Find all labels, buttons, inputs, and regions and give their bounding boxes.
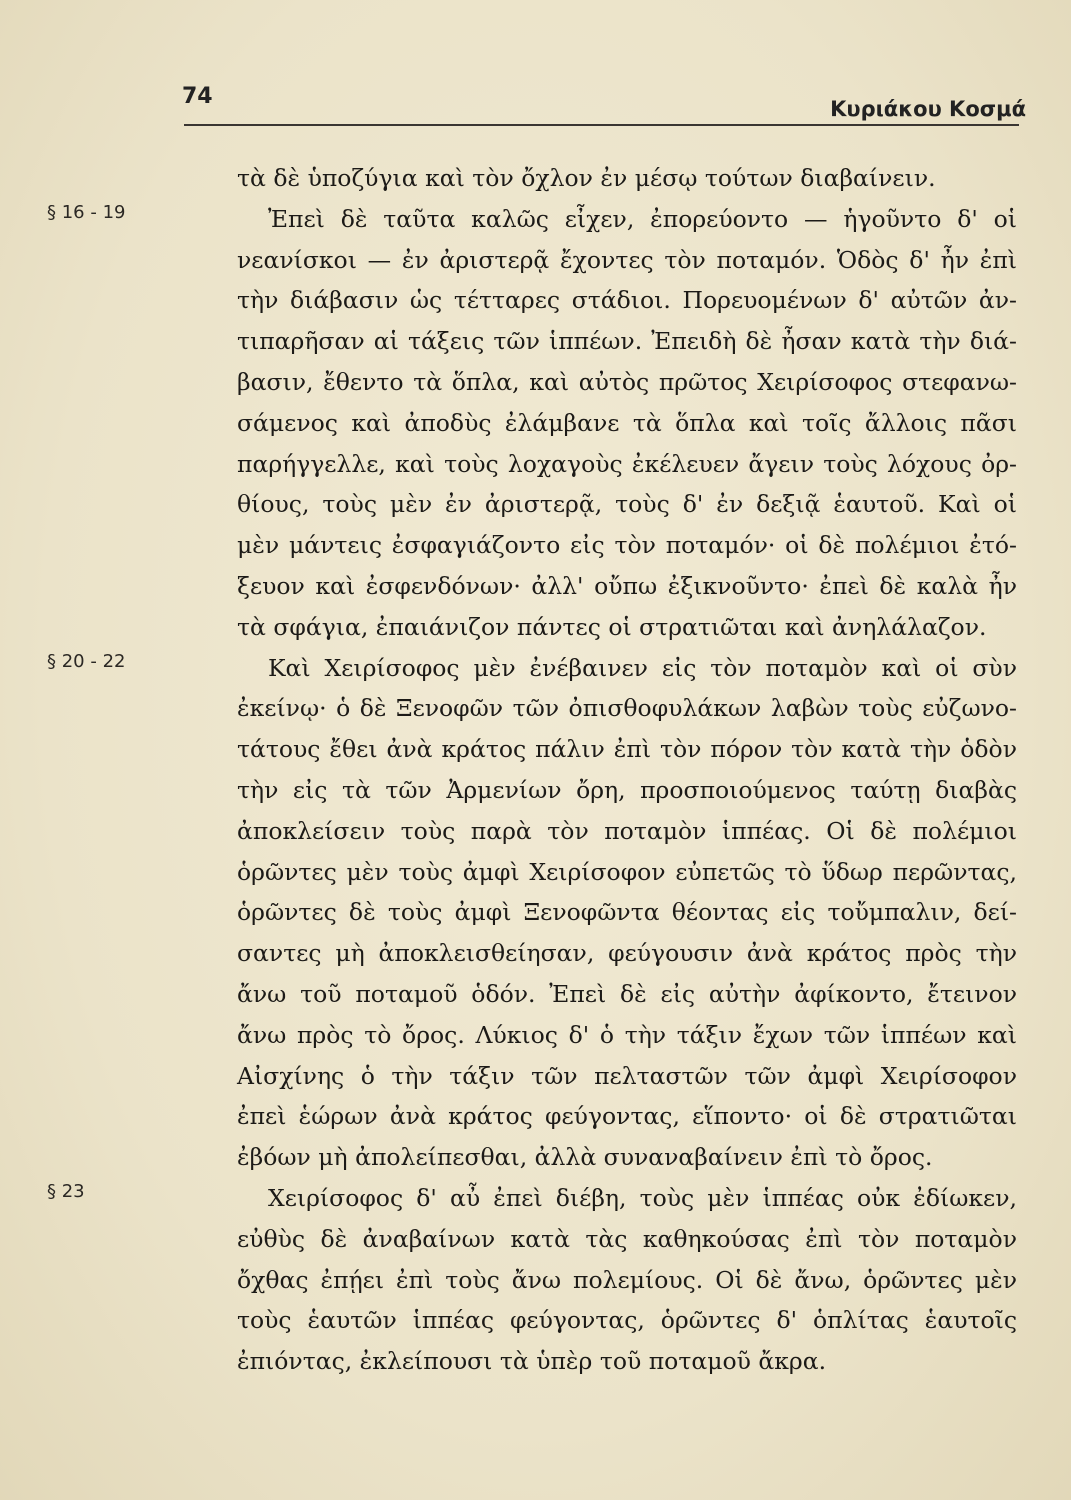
running-head: Κυριάκου Κοσμά — [830, 97, 1026, 121]
line-text: θίους, τοὺς μὲν ἐν ἀριστερᾷ, τοὺς δ' ἐν δεξιᾷ ἑαυτοῦ. Καὶ οἱ — [237, 490, 1017, 519]
line-text: νεανίσκοι — ἐν ἀριστερᾷ ἔχοντες τὸν ποταμόν. Ὁδὸς δ' ἦν ἐπὶ — [237, 245, 1017, 274]
line-text: σάμενος καὶ ἀποδὺς ἐλάμβανε τὰ ὅπλα καὶ τοῖς ἄλλοις πᾶσι — [237, 408, 1017, 437]
text-line — [237, 158, 1017, 199]
line-text: τιπαρῆσαν αἱ τάξεις τῶν ἱππέων. Ἐπειδὴ δὲ ἦσαν κατὰ τὴν διά- — [237, 327, 1017, 356]
text-line — [237, 403, 1017, 444]
line-text: ἐπεὶ ἑώρων ἀνὰ κράτος φεύγοντας, εἵποντο· οἱ δὲ στρατιῶται — [237, 1102, 1017, 1131]
body-text — [47, 158, 1017, 1382]
line-text: τὰ δὲ ὑποζύγια καὶ τὸν ὄχλον ἐν μέσῳ τούτων διαβαίνειν. — [237, 164, 936, 192]
text-line — [237, 1056, 1017, 1097]
line-text: ὁρῶντες μὲν τοὺς ἀμφὶ Χειρίσοφον εὐπετῶς τὸ ὕδωρ περῶντας, — [237, 857, 1017, 886]
line-text: Καὶ Χειρίσοφος μὲν ἐνέβαινεν εἰς τὸν ποταμὸν καὶ οἱ σὺν — [268, 653, 1017, 682]
line-text: ξευον καὶ ἐσφενδόνων· ἀλλ' οὔπω ἐξικνοῦντο· ἐπεὶ δὲ καλὰ ἦν — [237, 571, 1017, 600]
text-line — [47, 1178, 1017, 1219]
text-line — [47, 199, 1017, 240]
text-line — [237, 525, 1017, 566]
text-line — [237, 770, 1017, 811]
line-text: τὰ σφάγια, ἐπαιάνιζον πάντες οἱ στρατιῶται καὶ ἀνηλάλαζον. — [237, 612, 987, 641]
line-text: μὲν μάντεις ἐσφαγιάζοντο εἰς τὸν ποταμόν· οἱ δὲ πολέμιοι ἐτό- — [237, 531, 1017, 560]
header-rule — [184, 124, 1019, 126]
line-text: βασιν, ἔθεντο τὰ ὅπλα, καὶ αὐτὸς πρῶτος Χειρίσοφος στεφανω- — [237, 367, 1017, 396]
text-line — [237, 566, 1017, 607]
text-line — [237, 240, 1017, 281]
text-line — [237, 933, 1017, 974]
text-line — [237, 852, 1017, 893]
line-text: τὴν εἰς τὰ τῶν Ἀρμενίων ὄρη, προσποιούμενος ταύτῃ διαβὰς — [237, 775, 1017, 804]
line-text: ἄνω πρὸς τὸ ὄρος. Λύκιος δ' ὁ τὴν τάξιν ἔχων τῶν ἱππέων καὶ — [237, 1020, 1017, 1049]
text-line — [237, 484, 1017, 525]
line-text: τάτους ἔθει ἀνὰ κράτος πάλιν ἐπὶ τὸν πόρον τὸν κατὰ τὴν ὁδὸν — [237, 735, 1017, 764]
line-text: ἄνω τοῦ ποταμοῦ ὁδόν. Ἐπεὶ δὲ εἰς αὐτὴν ἀφίκοντο, ἔτεινον — [237, 979, 1017, 1008]
line-text: τὴν διάβασιν ὡς τέτταρες στάδιοι. Πορευομένων δ' αὐτῶν ἀν- — [237, 286, 1017, 315]
text-line — [237, 1096, 1017, 1137]
page-number: 74 — [182, 84, 213, 109]
text-line — [237, 1015, 1017, 1056]
section-marker: § 23 — [47, 1180, 85, 1202]
line-text: σαντες μὴ ἀποκλεισθείησαν, φεύγουσιν ἀνὰ κράτος πρὸς τὴν — [237, 939, 1017, 968]
text-line — [237, 729, 1017, 770]
line-text: Αἰσχίνης ὁ τὴν τάξιν τῶν πελταστῶν τῶν ἀμφὶ Χειρίσοφον — [237, 1061, 1017, 1090]
text-line — [237, 1219, 1017, 1260]
line-text: εὐθὺς δὲ ἀναβαίνων κατὰ τὰς καθηκούσας ἐπὶ τὸν ποταμὸν — [237, 1224, 1017, 1253]
text-line — [237, 1341, 1017, 1382]
text-line — [237, 892, 1017, 933]
text-line — [237, 1300, 1017, 1341]
line-text: τοὺς ἑαυτῶν ἱππέας φεύγοντας, ὁρῶντες δ' ὁπλίτας ἑαυτοῖς — [237, 1306, 1017, 1335]
text-line — [237, 280, 1017, 321]
text-line — [237, 607, 1017, 648]
text-line — [237, 688, 1017, 729]
line-text: ἀποκλείσειν τοὺς παρὰ τὸν ποταμὸν ἱππέας. Οἱ δὲ πολέμιοι — [237, 816, 1017, 845]
section-marker: § 16 - 19 — [47, 201, 126, 223]
line-text: ἐπιόντας, ἐκλείπουσι τὰ ὑπὲρ τοῦ ποταμοῦ ἄκρα. — [237, 1347, 827, 1376]
text-line — [237, 362, 1017, 403]
text-line — [237, 1260, 1017, 1301]
text-line — [237, 1137, 1017, 1178]
text-line — [237, 321, 1017, 362]
line-text: ἐβόων μὴ ἀπολείπεσθαι, ἀλλὰ συναναβαίνειν ἐπὶ τὸ ὄρος. — [237, 1143, 933, 1172]
line-text: ἐκείνῳ· ὁ δὲ Ξενοφῶν τῶν ὀπισθοφυλάκων λαβὼν τοὺς εὐζωνο- — [237, 694, 1017, 723]
line-text: παρήγγελλε, καὶ τοὺς λοχαγοὺς ἐκέλευεν ἄγειν τοὺς λόχους ὀρ- — [237, 449, 1017, 478]
line-text: ὄχθας ἐπῄει ἐπὶ τοὺς ἄνω πολεμίους. Οἱ δὲ ἄνω, ὁρῶντες μὲν — [237, 1265, 1017, 1294]
text-line — [237, 974, 1017, 1015]
line-text: ὁρῶντες δὲ τοὺς ἀμφὶ Ξενοφῶντα θέοντας εἰς τοὔμπαλιν, δεί- — [237, 898, 1017, 927]
line-text: Ἐπεὶ δὲ ταῦτα καλῶς εἶχεν, ἐπορεύοντο — ἡγοῦντο δ' οἱ — [268, 204, 1017, 233]
text-line — [237, 811, 1017, 852]
text-line — [47, 648, 1017, 689]
line-text: Χειρίσοφος δ' αὖ ἐπεὶ διέβη, τοὺς μὲν ἱππέας οὐκ ἐδίωκεν, — [268, 1183, 1017, 1212]
text-line — [237, 444, 1017, 485]
section-marker: § 20 - 22 — [47, 650, 126, 672]
